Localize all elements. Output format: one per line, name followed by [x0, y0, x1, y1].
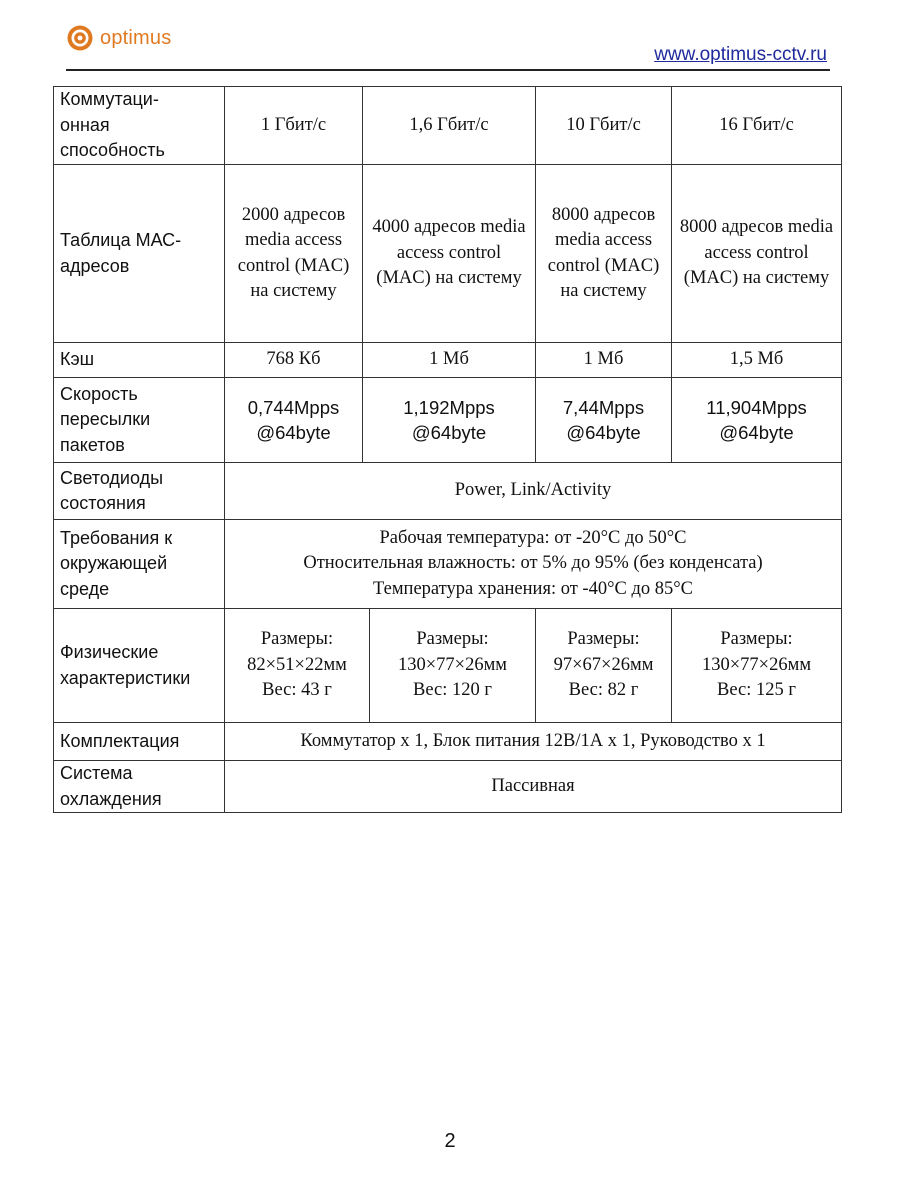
table-cell: 1,192Mpps @64byte: [363, 378, 536, 463]
table-row-physical: [54, 609, 842, 723]
optimus-logo-icon: [66, 24, 94, 52]
table-cell: Размеры: 97×67×26мм Вес: 82 г: [536, 609, 672, 723]
logo-text: optimus: [100, 26, 172, 49]
table-cell: 2000 адресов media access control (MAC) на систему: [225, 165, 363, 343]
spec-table: [53, 86, 842, 813]
header-divider: [66, 69, 830, 71]
table-cell: 1,6 Гбит/с: [363, 87, 536, 165]
table-row-forwarding: [54, 378, 842, 463]
table-cell: 1,5 Мб: [672, 343, 842, 378]
table-cell: 10 Гбит/с: [536, 87, 672, 165]
table-cell: 8000 адресов media access control (MAC) на систему: [672, 165, 842, 343]
row-label-cooling: Система охлаждения: [54, 761, 225, 813]
row-label-leds: Светодиоды состояния: [54, 463, 225, 520]
brand-logo: [66, 24, 171, 52]
table-cell: Размеры: 82×51×22мм Вес: 43 г: [225, 609, 370, 723]
table-cell: 4000 адресов media access control (MAC) на систему: [363, 165, 536, 343]
page-number: 2: [444, 1130, 456, 1152]
table-cell: Размеры: 130×77×26мм Вес: 120 г: [370, 609, 536, 723]
table-row-package: [54, 723, 842, 761]
table-cell: Размеры: 130×77×26мм Вес: 125 г: [672, 609, 842, 723]
table-row-cooling: [54, 761, 842, 813]
row-label-forwarding: Скорость пересылки пакетов: [54, 378, 225, 463]
table-cell: 16 Гбит/с: [672, 87, 842, 165]
row-label-mac: Таблица МАС- адресов: [54, 165, 225, 343]
row-label-physical: Физические характеристики: [54, 609, 225, 723]
table-cell: Пассивная: [225, 761, 842, 813]
row-label-switching: Коммутаци- онная способность: [54, 87, 225, 165]
table-cell: 1 Мб: [363, 343, 536, 378]
table-cell: 768 Кб: [225, 343, 363, 378]
row-label-environment: Требования к окружающей среде: [54, 520, 225, 609]
table-cell: Рабочая температура: от -20°С до 50°С Относительная влажность: от 5% до 95% (без конденсата) Температура хранения: от -40°С до 85°С: [225, 520, 842, 609]
table-cell: 7,44Mpps @64byte: [536, 378, 672, 463]
table-row-cache: [54, 343, 842, 378]
table-cell: 8000 адресов media access control (MAC) на систему: [536, 165, 672, 343]
table-cell: Power, Link/Activity: [225, 463, 842, 520]
table-row-mac: [54, 165, 842, 343]
table-cell: Коммутатор х 1, Блок питания 12В/1А х 1, Руководство х 1: [225, 723, 842, 761]
table-row-switching: [54, 87, 842, 165]
table-cell: 11,904Mpps @64byte: [672, 378, 842, 463]
table-row-environment: [54, 520, 842, 609]
row-label-cache: Кэш: [54, 343, 225, 378]
table-cell: 0,744Mpps @64byte: [225, 378, 363, 463]
table-row-leds: [54, 463, 842, 520]
table-cell: 1 Мб: [536, 343, 672, 378]
website-link[interactable]: www.optimus-cctv.ru: [654, 44, 827, 65]
row-label-package: Комплектация: [54, 723, 225, 761]
table-cell: 1 Гбит/с: [225, 87, 363, 165]
